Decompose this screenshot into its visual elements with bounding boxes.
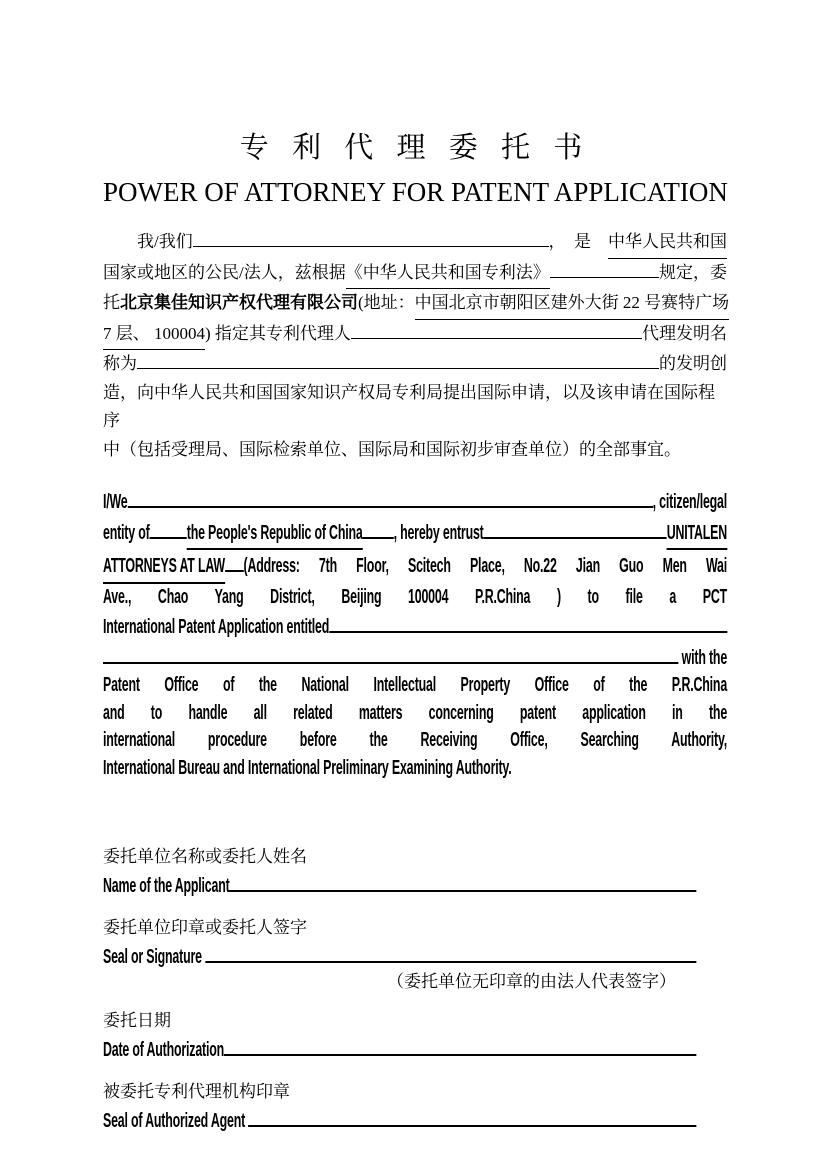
blank-line <box>550 260 659 278</box>
text-segment: 国家或地区的公民/法人，兹根据 <box>103 262 346 282</box>
blank-line <box>225 550 244 572</box>
text-line <box>103 259 727 290</box>
blank-line <box>150 517 187 539</box>
english-paragraph <box>103 486 727 782</box>
text-segment: ， 是 <box>548 232 608 251</box>
text-segment: , citizen/legal <box>652 491 728 513</box>
text-segment: 称为 <box>103 354 137 373</box>
text-segment: entity of <box>103 521 150 544</box>
text-segment: 托 <box>103 293 120 312</box>
field-date-of-authorization <box>103 1008 727 1064</box>
text-segment: International Bureau and International Preliminary Examining Authority. <box>103 756 512 779</box>
title-english: POWER OF ATTORNEY FOR PATENT APPLICATION <box>103 177 728 207</box>
blank-line <box>230 870 696 892</box>
text-line <box>103 611 727 642</box>
field-label-cn: 委托日期 <box>103 1011 171 1030</box>
blank-line <box>363 517 394 539</box>
document-content <box>103 128 730 1150</box>
text-segment: 代理发明名 <box>642 323 727 343</box>
text-segment: 的发明创 <box>659 354 727 373</box>
blank-line <box>137 351 659 369</box>
text-line <box>103 486 727 517</box>
text-line <box>103 700 727 728</box>
text-segment: ATTORNEYS AT LAW <box>103 553 225 584</box>
text-segment: (地址： <box>358 293 415 312</box>
field-label-cn: 被委托专利代理机构印章 <box>103 1082 290 1101</box>
blank-line <box>224 1034 696 1056</box>
blank-line <box>351 321 642 339</box>
text-segment: 《中华人民共和国专利法》 <box>346 259 550 290</box>
blank-line <box>329 611 727 633</box>
blank-line <box>128 486 653 508</box>
field-row <box>103 1105 727 1135</box>
text-line <box>103 289 730 320</box>
text-segment: 我/我们 <box>103 232 193 251</box>
text-line <box>103 672 727 700</box>
chinese-paragraph <box>103 228 730 464</box>
field-note: （委托单位无印章的由法人代表签字） <box>387 972 676 991</box>
text-line <box>103 642 727 673</box>
text-line <box>103 350 727 379</box>
text-line <box>103 755 727 783</box>
text-segment: International Patent Application entitled <box>103 616 330 638</box>
text-segment: international procedure before the Receiving Office, Searching Authority, <box>103 729 728 751</box>
field-label-en: Name of the Applicant <box>103 875 230 897</box>
text-segment: 造，向中华人民共和国国家知识产权局专利局提出国际申请，以及该申请在国际程序 <box>103 382 715 430</box>
field-seal-of-authorized-agent <box>103 1079 727 1135</box>
blank-line <box>205 941 696 963</box>
field-label-cn: 委托单位名称或委托人姓名 <box>103 847 307 866</box>
text-segment: UNITALEN <box>667 520 727 551</box>
blank-line <box>248 1105 696 1127</box>
text-line <box>103 320 727 351</box>
text-line <box>103 436 727 465</box>
text-segment: ) 指定其专利代理人 <box>205 323 351 343</box>
text-line <box>103 727 727 755</box>
text-segment: 7 层、 100004 <box>103 320 205 351</box>
text-segment: , hereby entrust <box>393 521 484 544</box>
field-row <box>103 941 727 971</box>
text-line <box>103 584 727 612</box>
text-segment: 中华人民共和国 <box>608 228 727 259</box>
title-chinese: 专 利 代 理 委 托 书 <box>239 132 591 164</box>
field-label-en: Date of Authorization <box>103 1039 225 1061</box>
text-line <box>103 228 727 259</box>
text-segment: I/We <box>103 491 128 513</box>
field-row <box>103 870 727 900</box>
text-segment: 中（包括受理局、国际检索单位、国际局和国际初步审查单位）的全部事宜。 <box>103 439 681 459</box>
signature-fields <box>103 844 727 1135</box>
field-label-en: Seal or Signature <box>103 946 206 968</box>
text-segment: the People's Republic of China <box>187 520 363 551</box>
text-line <box>103 517 727 551</box>
text-line <box>103 550 727 584</box>
text-segment: Patent Office of the National Intellectual Property Office of the P.R.China <box>103 674 728 696</box>
text-line <box>103 379 727 436</box>
blank-line <box>103 642 678 664</box>
field-row <box>103 1034 727 1064</box>
field-label-en: Seal of Authorized Agent <box>103 1110 249 1132</box>
blank-line <box>484 517 667 539</box>
field-seal-or-signature <box>103 915 727 993</box>
text-segment: (Address: 7th Floor, Scitech Place, No.22 Jian Guo Men Wai <box>243 555 728 577</box>
text-segment: 中国北京市朝阳区建外大街 22 号赛特广场 <box>415 289 730 320</box>
text-segment: 北京集佳知识产权代理有限公司 <box>120 293 358 312</box>
blank-line <box>193 229 549 247</box>
field-applicant-name <box>103 844 727 900</box>
text-segment: with the <box>678 646 728 669</box>
text-segment: 规定，委 <box>659 262 727 282</box>
field-label-cn: 委托单位印章或委托人签字 <box>103 918 307 937</box>
text-segment: Ave., Chao Yang District, Beijing 100004 P.R.China ) to file a PCT <box>103 585 728 608</box>
text-segment: and to handle all related matters concerning patent application in the <box>103 701 728 724</box>
